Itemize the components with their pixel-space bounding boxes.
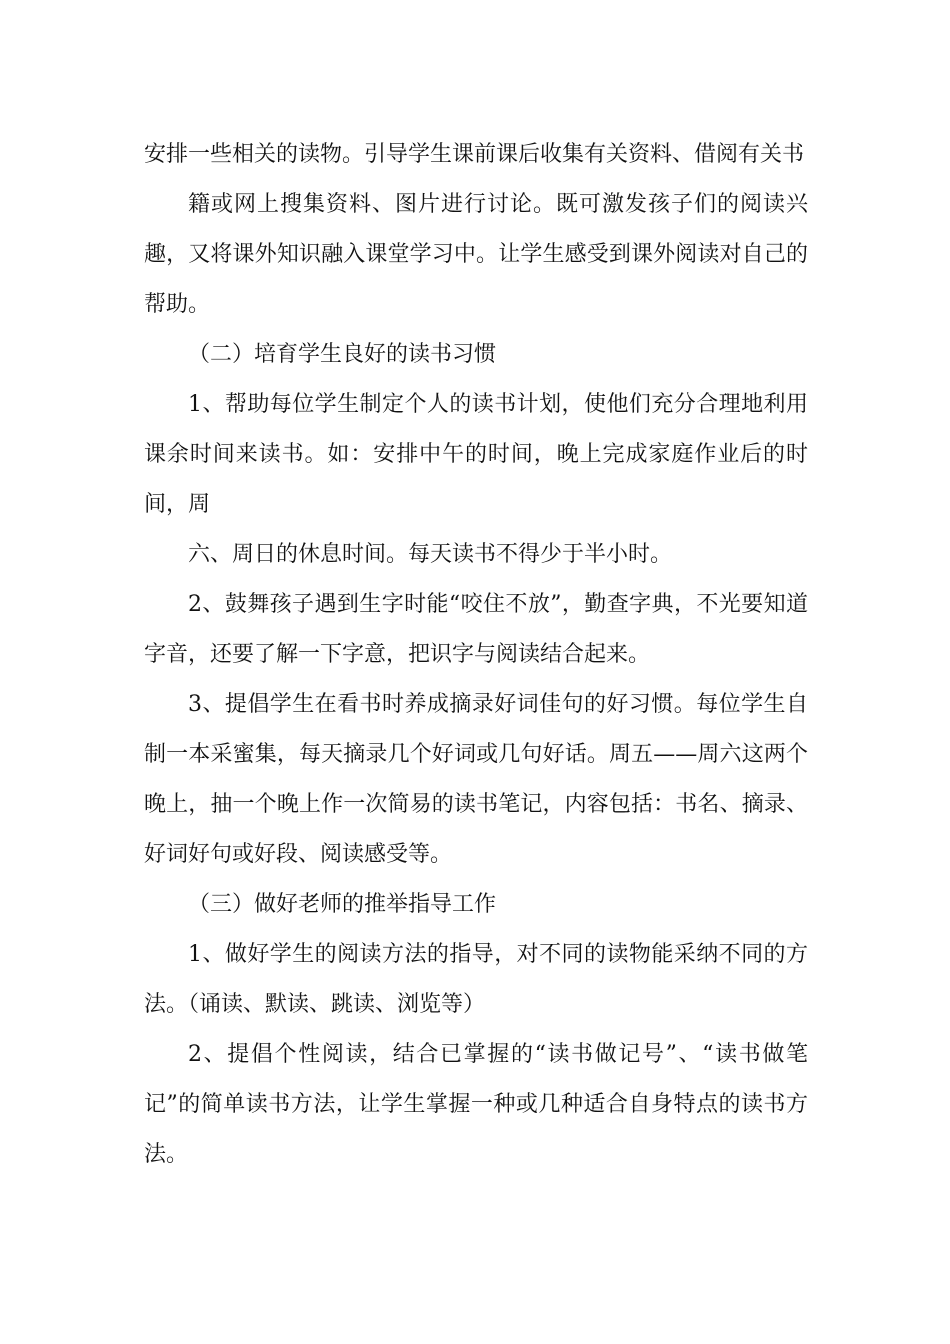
paragraph-2: 籍或网上搜集资料、图片进行讨论。既可激发孩子们的阅读兴趣，又将课外知识融入课堂学习中。让学生感受到课外阅读对自己的帮助。 [144, 192, 808, 317]
paragraph-8: 2、提倡个性阅读，结合已掌握的“读书做记号”、“读书做笔记”的简单读书方法，让学生掌握一种或几种适合自身特点的读书方法。 [144, 1042, 808, 1167]
paragraph-3: 1、帮助每位学生制定个人的读书计划，使他们充分合理地利用课余时间来读书。如：安排中午的时间，晚上完成家庭作业后的时间，周 [144, 392, 808, 517]
section-heading-3: （三）做好老师的推举指导工作 [188, 892, 497, 917]
paragraph-4: 六、周日的休息时间。每天读书不得少于半小时。 [188, 542, 673, 567]
document-body [144, 130, 808, 1180]
paragraph-6: 3、提倡学生在看书时养成摘录好词佳句的好习惯。每位学生自制一本采蜜集，每天摘录几个好词或几句好话。周五——周六这两个晚上，抽一个晚上作一次简易的读书笔记，内容包括：书名、摘录、好词好句或好段、阅读感受等。 [144, 692, 808, 867]
paragraph-5: 2、鼓舞孩子遇到生字时能“咬住不放”，勤查字典，不光要知道字音，还要了解一下字意，把识字与阅读结合起来。 [144, 592, 808, 667]
paragraph-1: 安排一些相关的读物。引导学生课前课后收集有关资料、借阅有关书 [144, 142, 805, 167]
paragraph-7: 1、做好学生的阅读方法的指导，对不同的读物能采纳不同的方法。（诵读、默读、跳读、浏览等） [144, 942, 808, 1017]
section-heading-2: （二）培育学生良好的读书习惯 [188, 342, 497, 367]
